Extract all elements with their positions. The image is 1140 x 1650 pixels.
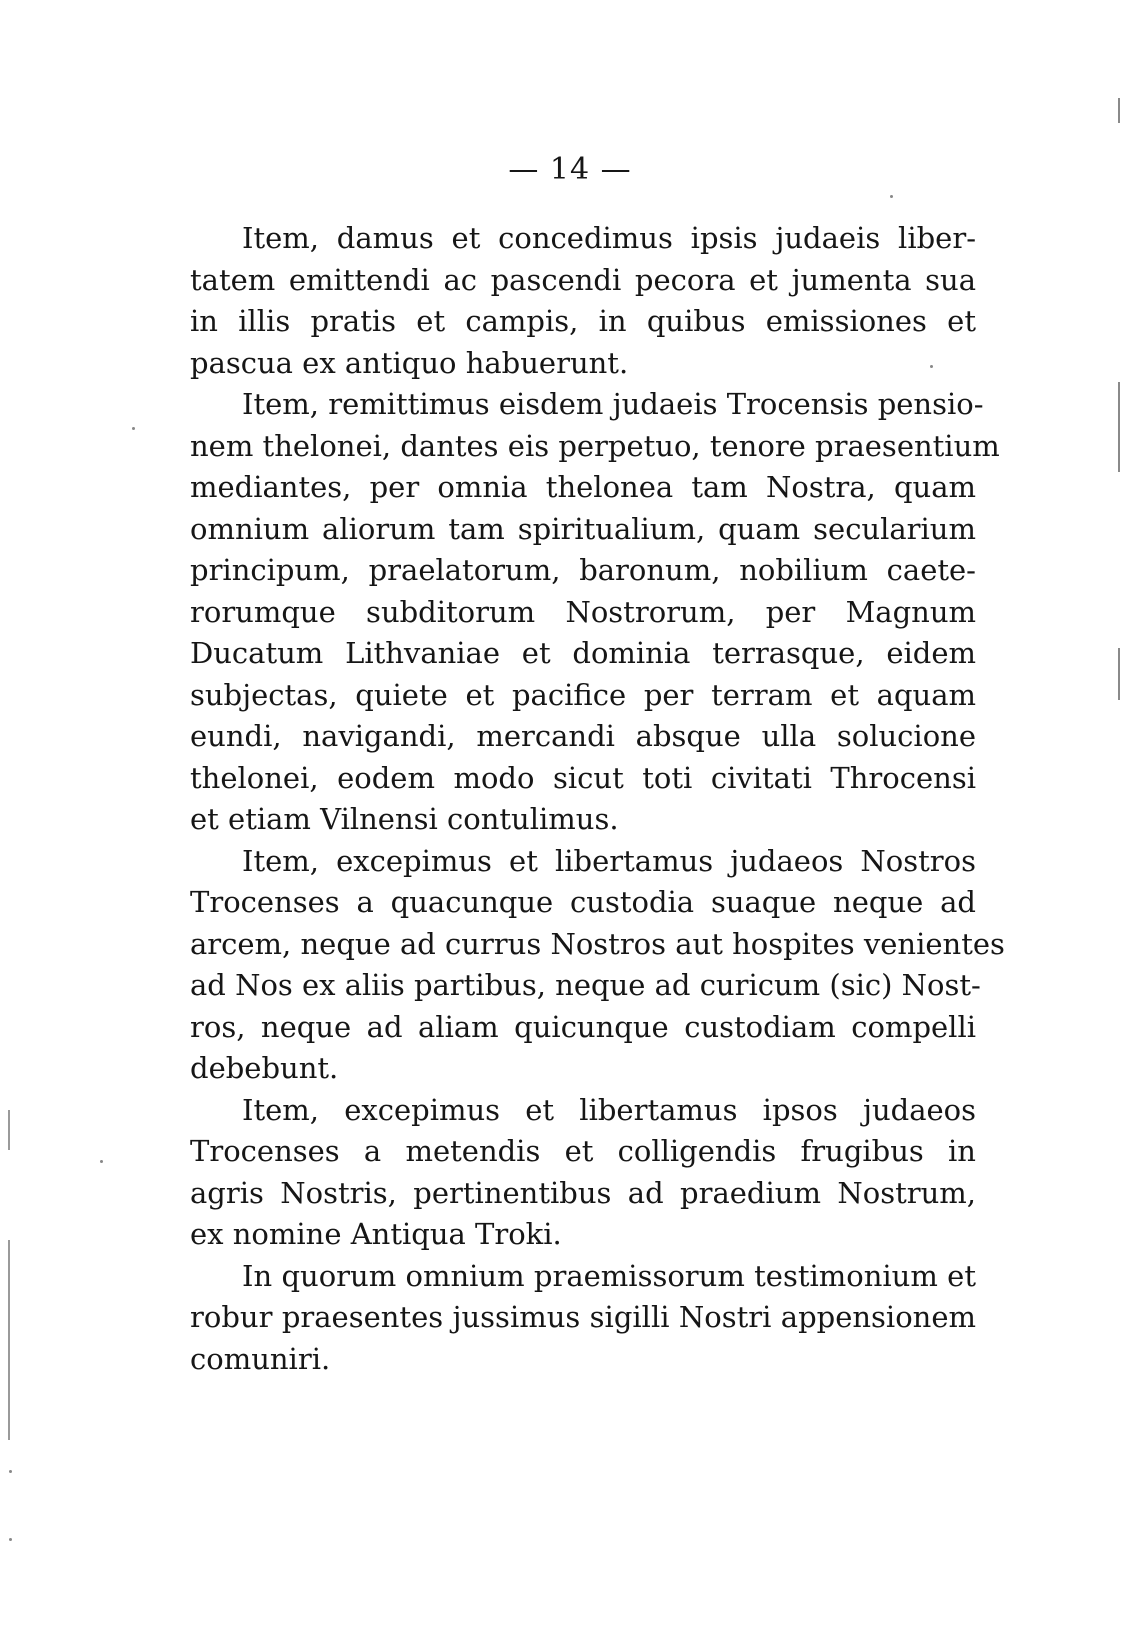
body-text: [190, 218, 1005, 1380]
paragraph: [190, 841, 1005, 1090]
text-line: Item, excepimus et libertamus ipsos judaeos: [242, 1092, 976, 1127]
scan-speck: [890, 195, 893, 198]
text-line: agris Nostris, pertinentibus ad praedium Nostrum,: [190, 1175, 976, 1210]
text-line: in illis pratis et campis, in quibus emissiones et: [190, 304, 976, 338]
scan-edge-mark: [1118, 382, 1120, 472]
scan-speck: [132, 427, 135, 430]
text-line: arcem, neque ad currus Nostros aut hospites venientes: [190, 926, 1005, 961]
text-line: tatem emittendi ac pascendi pecora et jumenta sua: [190, 262, 976, 297]
text-line: ex nomine Antiqua Troki.: [190, 1217, 562, 1251]
scan-edge-mark: [1118, 98, 1120, 123]
text-line: ad Nos ex aliis partibus, neque ad curicum (sic) Nost-: [190, 968, 981, 1002]
text-line: Ducatum Lithvaniae et dominia terrasque, eidem: [190, 636, 976, 670]
paragraph: [190, 218, 976, 384]
text-line: Item, damus et concedimus ipsis judaeis liber-: [242, 221, 976, 255]
text-line: Item, remittimus eisdem judaeis Trocensis pensio-: [242, 387, 984, 421]
scan-edge-mark: [8, 1240, 10, 1440]
scan-speck: [9, 1538, 12, 1541]
text-line: robur praesentes jussimus sigilli Nostri appensionem: [190, 1300, 976, 1334]
text-line: pascua ex antiquo habuerunt.: [190, 345, 629, 380]
text-line: mediantes, per omnia thelonea tam Nostra, quam: [190, 470, 976, 504]
text-line: rorumque subditorum Nostrorum, per Magnum: [190, 594, 976, 629]
scan-edge-mark: [8, 1110, 10, 1150]
text-line: comuniri.: [190, 1341, 331, 1376]
page-number: — 14 —: [508, 152, 632, 187]
text-line: thelonei, eodem modo sicut toti civitati Throcensi: [190, 760, 976, 795]
text-line: nem thelonei, dantes eis perpetuo, tenore praesentium: [190, 428, 1000, 463]
scan-speck: [930, 365, 933, 368]
text-line: Trocenses a metendis et colligendis frugibus in: [190, 1134, 976, 1168]
text-line: Trocenses a quacunque custodia suaque neque ad: [190, 885, 976, 919]
paragraph: [190, 1090, 976, 1256]
text-line: Item, excepimus et libertamus judaeos Nostros: [242, 843, 976, 878]
scan-speck: [100, 1160, 103, 1163]
text-line: In quorum omnium praemissorum testimonium et: [242, 1258, 976, 1293]
paragraph: [190, 384, 1000, 841]
text-line: subjectas, quiete et pacifice per terram et aquam: [190, 677, 976, 712]
text-line: ros, neque ad aliam quicunque custodiam compelli: [190, 1009, 976, 1044]
text-line: et etiam Vilnensi contulimus.: [190, 802, 619, 836]
scan-edge-mark: [1118, 648, 1120, 700]
text-line: debebunt.: [190, 1051, 339, 1085]
text-line: principum, praelatorum, baronum, nobilium caete-: [190, 553, 976, 587]
scan-speck: [9, 1470, 12, 1473]
paragraph: [190, 1256, 976, 1381]
text-line: omnium aliorum tam spiritualium, quam secularium: [190, 511, 976, 546]
text-line: eundi, navigandi, mercandi absque ulla solucione: [190, 719, 976, 753]
